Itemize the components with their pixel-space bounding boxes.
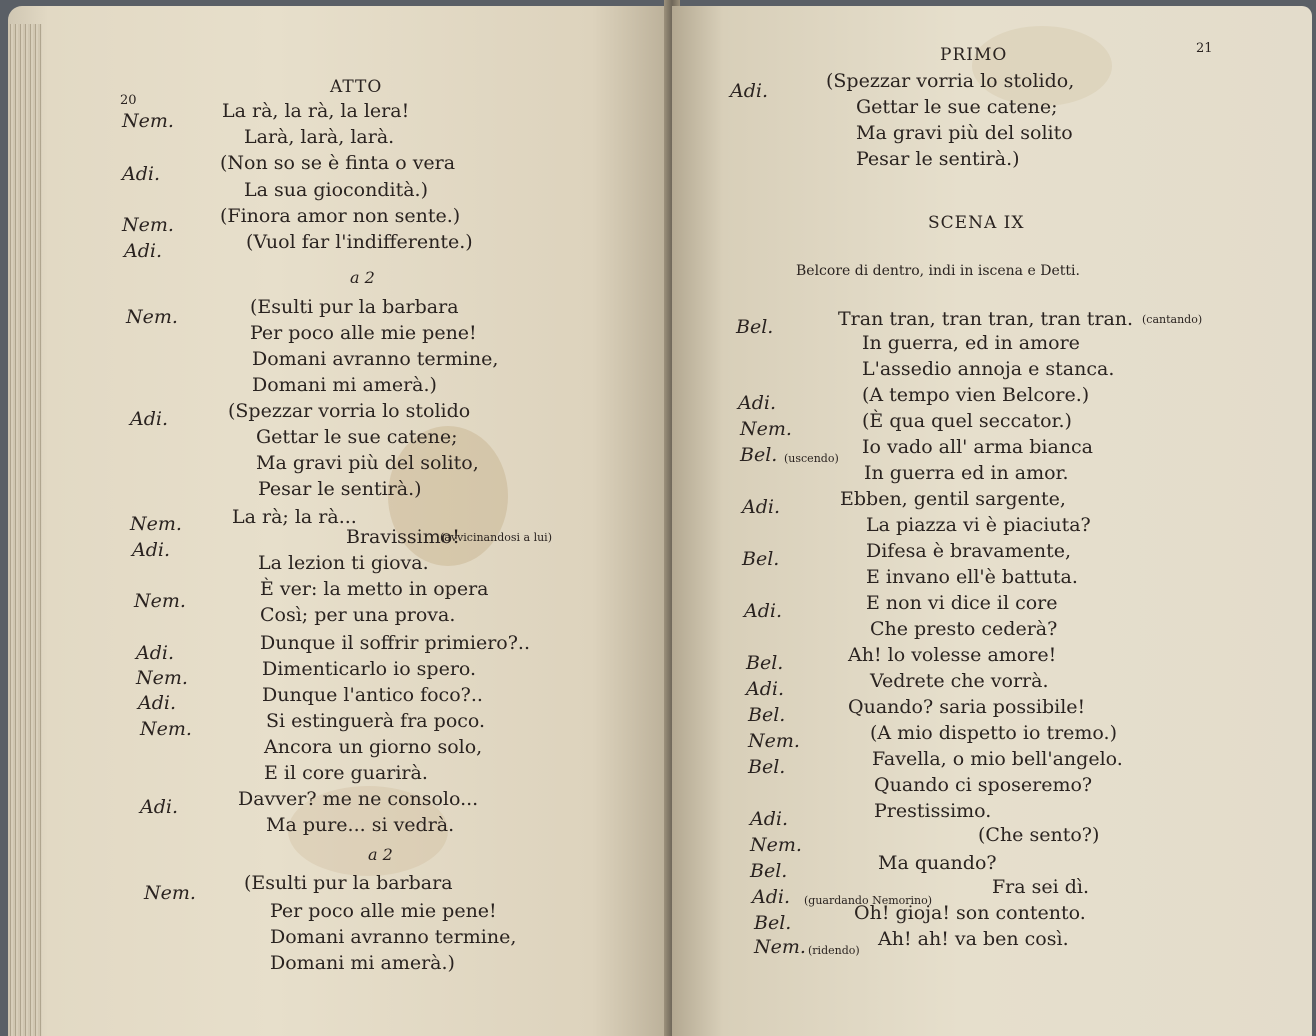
verse-line: La lezion ti giova. [258,552,429,574]
verse-line: Quando ci sposeremo? [874,774,1093,796]
stage-direction: (guardando Nemorino) [804,894,933,907]
speaker-label: Nem. [122,110,174,132]
verse-line: (Non so se è finta o vera [220,152,456,174]
verse-line: Ma gravi più del solito, [256,452,479,474]
speaker-label: Bel. [742,548,780,570]
verse-line: (A tempo vien Belcore.) [862,384,1090,406]
scene-heading: SCENA IX [928,213,1025,233]
running-head: ATTO [330,77,383,97]
verse-line: E invano ell'è battuta. [866,566,1078,588]
speaker-label: Adi. [742,496,780,518]
verse-line: E non vi dice il core [866,592,1058,614]
verse-line: Dunque il soffrir primiero?.. [260,632,530,654]
verse-line: (A mio dispetto io tremo.) [870,722,1117,744]
speaker-label: Adi. [746,678,784,700]
speaker-label: Nem. [740,418,792,440]
speaker-label: Nem. [134,590,186,612]
verse-line: Così; per una prova. [260,604,456,626]
verse-line: Per poco alle mie pene! [250,322,477,344]
verse-line: (Spezzar vorria lo stolido, [826,70,1075,92]
verse-line: Che presto cederà? [870,618,1058,640]
page-stain [972,26,1112,106]
verse-line: Ancora un giorno solo, [264,736,483,758]
speaker-label: Adi. [752,886,790,908]
verse-line: Davver? me ne consolo... [238,788,479,810]
verse-line: (Esulti pur la barbara [250,296,459,318]
verse-line: Ma quando? [878,852,997,874]
speaker-label: Bel. [740,444,778,466]
verse-line: La rà, la rà, la lera! [222,100,410,122]
speaker-label: Adi. [132,539,170,561]
verse-line: Ah! lo volesse amore! [848,644,1057,666]
speaker-label: Adi. [140,796,178,818]
verse-line: Ah! ah! va ben così. [878,928,1069,950]
verse-line: L'assedio annoja e stanca. [862,358,1115,380]
speaker-label: Bel. [748,704,786,726]
verse-line: (Vuol far l'indifferente.) [246,231,473,253]
verse-line: Gettar le sue catene; [856,96,1058,118]
verse-line: (Che sento?) [978,824,1100,846]
verse-line: Bravissimo! [346,526,460,548]
speaker-label: Nem. [140,718,192,740]
running-head: PRIMO [940,45,1008,65]
left-page [8,6,672,1036]
speaker-label: Nem. [750,834,802,856]
page-number: 20 [120,93,137,108]
verse-line: Domani avranno termine, [252,348,499,370]
verse-line: Domani mi amerà.) [252,374,437,396]
verse-line: È ver: la metto in opera [260,578,489,600]
speaker-label: Adi. [730,80,768,102]
stage-direction: (uscendo) [784,452,839,465]
speaker-label: Bel. [748,756,786,778]
verse-line: Vedrete che vorrà. [870,670,1049,692]
verse-line: Ma pure... si vedrà. [266,814,455,836]
page-number: 21 [1196,41,1213,56]
verse-line: Difesa è bravamente, [866,540,1072,562]
speaker-label: Nem. [126,306,178,328]
verse-line: (È qua quel seccator.) [862,410,1072,432]
verse-line: Ebben, gentil sargente, [840,488,1066,510]
verse-line: Favella, o mio bell'angelo. [872,748,1123,770]
verse-line: (Finora amor non sente.) [220,205,461,227]
verse-line: La rà; la rà... [232,506,357,528]
verse-line: Pesar le sentirà.) [856,148,1020,170]
speaker-label: Nem. [754,936,806,958]
verse-line: Dunque l'antico foco?.. [262,684,483,706]
stage-direction: Belcore di dentro, indi in iscena e Detti. [796,263,1080,279]
verse-line: Pesar le sentirà.) [258,478,422,500]
verse-line: Domani mi amerà.) [270,952,455,974]
speaker-label: Nem. [748,730,800,752]
verse-line: In guerra, ed in amore [862,332,1080,354]
speaker-label: Nem. [136,667,188,689]
verse-line: Prestissimo. [874,800,992,822]
speaker-label: Adi. [750,808,788,830]
speaker-label: Adi. [738,392,776,414]
speaker-label: Adi. [122,163,160,185]
verse-line: (Spezzar vorria lo stolido [228,400,471,422]
right-page [672,6,1312,1036]
a-due-marker: a 2 [350,268,375,287]
verse-line: (Esulti pur la barbara [244,872,453,894]
page-edges [8,24,42,1036]
speaker-label: Adi. [744,600,782,622]
verse-line: Tran tran, tran tran, tran tran. [838,308,1134,330]
stage-direction: (cantando) [1142,313,1203,326]
verse-line: Oh! gioja! son contento. [854,902,1086,924]
verse-line: E il core guarirà. [264,762,428,784]
verse-line: Dimenticarlo io spero. [262,658,477,680]
verse-line: In guerra ed in amor. [864,462,1069,484]
verse-line: La sua giocondità.) [244,179,428,201]
speaker-label: Adi. [136,642,174,664]
a-due-marker: a 2 [368,845,393,864]
speaker-label: Adi. [130,408,168,430]
stage-direction: (avvicinandosi a lui) [440,531,552,544]
verse-line: Fra sei dì. [992,876,1090,898]
speaker-label: Adi. [124,240,162,262]
speaker-label: Nem. [130,513,182,535]
verse-line: Si estinguerà fra poco. [266,710,486,732]
speaker-label: Bel. [750,860,788,882]
verse-line: Per poco alle mie pene! [270,900,497,922]
verse-line: La piazza vi è piaciuta? [866,514,1091,536]
speaker-label: Nem. [122,214,174,236]
stage-direction: (ridendo) [808,944,860,957]
verse-line: Quando? saria possibile! [848,696,1086,718]
verse-line: Gettar le sue catene; [256,426,458,448]
speaker-label: Nem. [144,882,196,904]
verse-line: Larà, larà, larà. [244,126,395,148]
speaker-label: Adi. [138,692,176,714]
verse-line: Io vado all' arma bianca [862,436,1093,458]
verse-line: Ma gravi più del solito [856,122,1073,144]
speaker-label: Bel. [754,912,792,934]
speaker-label: Bel. [746,652,784,674]
speaker-label: Bel. [736,316,774,338]
verse-line: Domani avranno termine, [270,926,517,948]
